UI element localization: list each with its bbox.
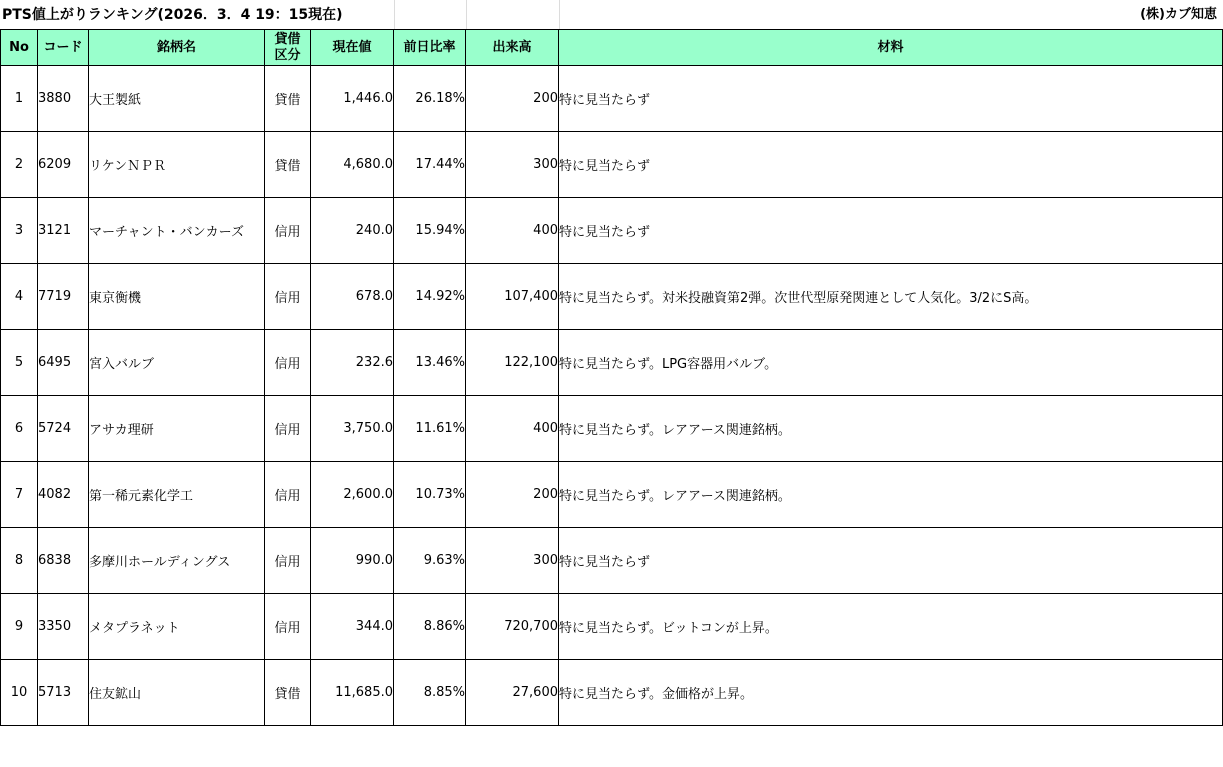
cell-volume[interactable]: 27,600 <box>466 660 559 726</box>
cell-volume[interactable]: 400 <box>466 198 559 264</box>
table-row <box>1 264 1223 330</box>
cell-change[interactable]: 13.46% <box>394 330 466 396</box>
cell-change[interactable]: 10.73% <box>394 462 466 528</box>
cell-volume[interactable]: 200 <box>466 66 559 132</box>
cell-no[interactable]: 5 <box>1 330 38 396</box>
cell-material[interactable]: 特に見当たらず。ビットコンが上昇。 <box>559 594 1223 660</box>
cell-name[interactable]: 住友鉱山 <box>89 660 265 726</box>
col-header-price[interactable]: 現在値 <box>311 30 394 66</box>
cell-volume[interactable]: 400 <box>466 396 559 462</box>
cell-code[interactable]: 3350 <box>38 594 89 660</box>
col-header-kubun-line1: 貸借 <box>274 31 301 47</box>
cell-name[interactable]: 東京衡機 <box>89 264 265 330</box>
cell-no[interactable]: 7 <box>1 462 38 528</box>
cell-material[interactable]: 特に見当たらず。レアアース関連銘柄。 <box>559 462 1223 528</box>
cell-no[interactable]: 4 <box>1 264 38 330</box>
cell-kubun[interactable]: 信用 <box>265 264 311 330</box>
table-row <box>1 462 1223 528</box>
cell-name[interactable]: アサカ理研 <box>89 396 265 462</box>
table-row <box>1 198 1223 264</box>
cell-price[interactable]: 232.6 <box>311 330 394 396</box>
cell-name[interactable]: メタプラネット <box>89 594 265 660</box>
cell-code[interactable]: 7719 <box>38 264 89 330</box>
cell-volume[interactable]: 107,400 <box>466 264 559 330</box>
cell-kubun[interactable]: 信用 <box>265 198 311 264</box>
cell-kubun[interactable]: 貸借 <box>265 660 311 726</box>
cell-change[interactable]: 8.85% <box>394 660 466 726</box>
cell-no[interactable]: 8 <box>1 528 38 594</box>
cell-no[interactable]: 6 <box>1 396 38 462</box>
cell-kubun[interactable]: 信用 <box>265 528 311 594</box>
cell-no[interactable]: 3 <box>1 198 38 264</box>
cell-name[interactable]: 宮入バルブ <box>89 330 265 396</box>
col-header-kubun[interactable] <box>265 30 311 66</box>
cell-no[interactable]: 10 <box>1 660 38 726</box>
ranking-table <box>0 29 1223 726</box>
col-header-material[interactable]: 材料 <box>559 30 1223 66</box>
cell-change[interactable]: 26.18% <box>394 66 466 132</box>
cell-volume[interactable]: 300 <box>466 132 559 198</box>
cell-kubun[interactable]: 信用 <box>265 594 311 660</box>
cell-change[interactable]: 14.92% <box>394 264 466 330</box>
cell-no[interactable]: 1 <box>1 66 38 132</box>
cell-price[interactable]: 3,750.0 <box>311 396 394 462</box>
table-row <box>1 330 1223 396</box>
col-header-kubun-line2: 区分 <box>274 47 301 63</box>
cell-name[interactable]: 多摩川ホールディングス <box>89 528 265 594</box>
cell-change[interactable]: 9.63% <box>394 528 466 594</box>
cell-no[interactable]: 2 <box>1 132 38 198</box>
cell-price[interactable]: 1,446.0 <box>311 66 394 132</box>
table-row <box>1 396 1223 462</box>
table-row <box>1 66 1223 132</box>
cell-kubun[interactable]: 信用 <box>265 462 311 528</box>
cell-code[interactable]: 3880 <box>38 66 89 132</box>
cell-change[interactable]: 11.61% <box>394 396 466 462</box>
cell-code[interactable]: 5724 <box>38 396 89 462</box>
cell-code[interactable]: 3121 <box>38 198 89 264</box>
cell-price[interactable]: 11,685.0 <box>311 660 394 726</box>
cell-price[interactable]: 2,600.0 <box>311 462 394 528</box>
cell-kubun[interactable]: 貸借 <box>265 132 311 198</box>
cell-code[interactable]: 6209 <box>38 132 89 198</box>
table-row <box>1 528 1223 594</box>
cell-no[interactable]: 9 <box>1 594 38 660</box>
cell-volume[interactable]: 122,100 <box>466 330 559 396</box>
cell-name[interactable]: 大王製紙 <box>89 66 265 132</box>
table-row <box>1 132 1223 198</box>
cell-code[interactable]: 6495 <box>38 330 89 396</box>
company-name: (株)カブ知恵 <box>1140 7 1217 22</box>
cell-material[interactable]: 特に見当たらず <box>559 198 1223 264</box>
cell-kubun[interactable]: 信用 <box>265 330 311 396</box>
table-header-row <box>1 30 1223 66</box>
col-header-code[interactable]: コード <box>38 30 89 66</box>
cell-volume[interactable]: 200 <box>466 462 559 528</box>
cell-price[interactable]: 990.0 <box>311 528 394 594</box>
cell-code[interactable]: 4082 <box>38 462 89 528</box>
header-cell-divider <box>466 0 467 29</box>
table-row <box>1 660 1223 726</box>
cell-change[interactable]: 15.94% <box>394 198 466 264</box>
cell-material[interactable]: 特に見当たらず <box>559 132 1223 198</box>
cell-kubun[interactable]: 貸借 <box>265 66 311 132</box>
cell-price[interactable]: 344.0 <box>311 594 394 660</box>
cell-material[interactable]: 特に見当たらず。レアアース関連銘柄。 <box>559 396 1223 462</box>
cell-name[interactable]: 第一稀元素化学工 <box>89 462 265 528</box>
cell-code[interactable]: 5713 <box>38 660 89 726</box>
cell-price[interactable]: 4,680.0 <box>311 132 394 198</box>
header-cell-divider <box>394 0 395 29</box>
page-title: PTS値上がりランキング(2026．3．4 19：15現在) <box>2 7 343 23</box>
cell-name[interactable]: リケンＮＰＲ <box>89 132 265 198</box>
cell-material[interactable]: 特に見当たらず。対米投融資第2弾。次世代型原発関連として人気化。3/2にS高。 <box>559 264 1223 330</box>
cell-volume[interactable]: 720,700 <box>466 594 559 660</box>
cell-change[interactable]: 17.44% <box>394 132 466 198</box>
cell-code[interactable]: 6838 <box>38 528 89 594</box>
col-header-no[interactable]: No <box>1 30 38 66</box>
col-header-name[interactable]: 銘柄名 <box>89 30 265 66</box>
cell-name[interactable]: マーチャント・バンカーズ <box>89 198 265 264</box>
cell-volume[interactable]: 300 <box>466 528 559 594</box>
col-header-change[interactable]: 前日比率 <box>394 30 466 66</box>
cell-change[interactable]: 8.86% <box>394 594 466 660</box>
cell-material[interactable]: 特に見当たらず <box>559 528 1223 594</box>
table-row <box>1 594 1223 660</box>
cell-kubun[interactable]: 信用 <box>265 396 311 462</box>
cell-material[interactable]: 特に見当たらず <box>559 66 1223 132</box>
cell-price[interactable]: 678.0 <box>311 264 394 330</box>
cell-material[interactable]: 特に見当たらず。LPG容器用バルブ。 <box>559 330 1223 396</box>
header-cell-divider <box>559 0 560 29</box>
col-header-volume[interactable]: 出来高 <box>466 30 559 66</box>
cell-material[interactable]: 特に見当たらず。金価格が上昇。 <box>559 660 1223 726</box>
cell-price[interactable]: 240.0 <box>311 198 394 264</box>
